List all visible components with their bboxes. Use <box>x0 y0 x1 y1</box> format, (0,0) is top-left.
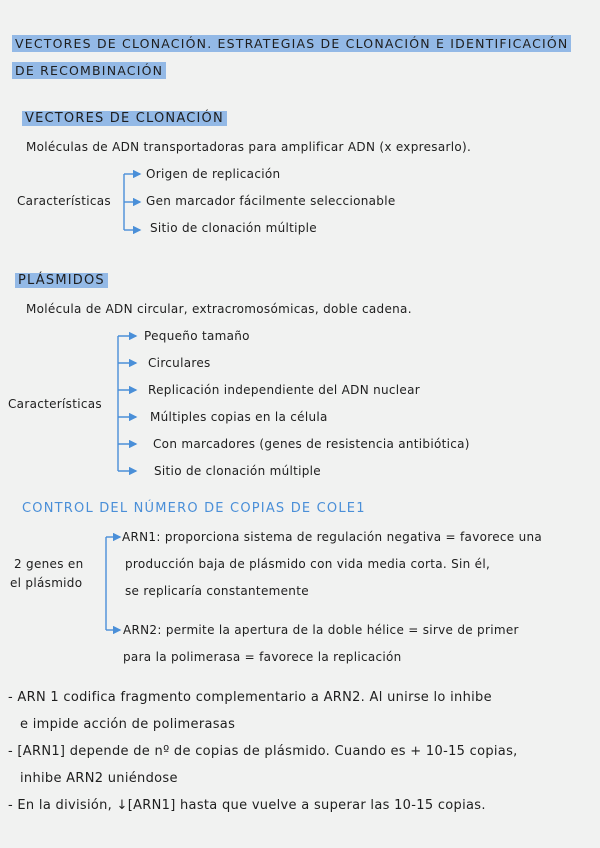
cole1-label-line-2: el plásmido <box>10 576 83 590</box>
vectores-item-origin: Origen de replicación <box>146 167 281 181</box>
plasmidos-item: Pequeño tamaño <box>144 329 250 343</box>
vectores-item-marker: Gen marcador fácilmente seleccionable <box>146 194 396 208</box>
cole1-label-line-1: 2 genes en <box>14 557 84 571</box>
vectores-definition: Moléculas de ADN transportadoras para amplificar ADN (x expresarlo). <box>26 140 472 154</box>
plasmidos-definition: Molécula de ADN circular, extracromosómicas, doble cadena. <box>26 302 412 316</box>
plasmidos-item: Con marcadores (genes de resistencia antibiótica) <box>153 437 470 451</box>
arn1-description-line-1: ARN1: proporciona sistema de regulación negativa = favorece una <box>122 530 543 544</box>
section-heading-cole1: CONTROL DEL NÚMERO DE COPIAS DE COLE1 <box>22 501 366 516</box>
title-line-1: VECTORES DE CLONACIÓN. ESTRATEGIAS DE CLONACIÓN E IDENTIFICACIÓN <box>12 35 571 52</box>
plasmidos-item: Replicación independiente del ADN nuclear <box>148 383 420 397</box>
arn2-description-line-1: ARN2: permite la apertura de la doble hélice = sirve de primer <box>123 623 519 637</box>
plasmidos-characteristics-label: Características <box>8 397 102 411</box>
section-heading-vectores: VECTORES DE CLONACIÓN <box>22 111 227 126</box>
title-line-2: DE RECOMBINACIÓN <box>12 62 166 79</box>
note-division: - En la división, ↓[ARN1] hasta que vuelve a superar las 10-15 copias. <box>8 798 486 813</box>
arn2-description-line-2: para la polimerasa = favorece la replicación <box>123 650 402 664</box>
arn1-description-line-3: se replicaría constantemente <box>125 584 309 598</box>
plasmidos-item: Circulares <box>148 356 211 370</box>
arn1-description-line-2: producción baja de plásmido con vida media corta. Sin él, <box>125 557 491 571</box>
plasmidos-item: Múltiples copias en la célula <box>150 410 328 424</box>
vectores-item-mcs: Sitio de clonación múltiple <box>150 221 317 235</box>
plasmidos-item: Sitio de clonación múltiple <box>154 464 321 478</box>
vectores-characteristics-label: Características <box>17 194 111 208</box>
note-arn1-depende: - [ARN1] depende de nº de copias de plásmido. Cuando es + 10-15 copias, inhibe ARN2 uniéndose <box>8 744 518 786</box>
note-arn1-codifica: - ARN 1 codifica fragmento complementario a ARN2. Al unirse lo inhibe e impide acción de polimerasas <box>8 690 492 732</box>
section-heading-plasmidos: PLÁSMIDOS <box>15 273 108 288</box>
